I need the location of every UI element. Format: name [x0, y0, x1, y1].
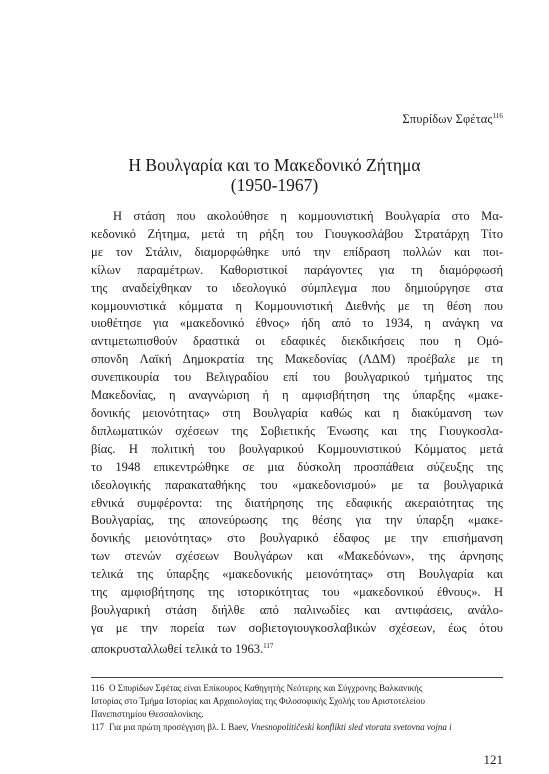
footnote-number: 117 [91, 721, 105, 732]
body-line: των στενών σχέσεων Βουλγάρων και «Μακεδόνων», της άρνησης [91, 549, 503, 564]
body-line: αντιμετωπισθούν δραστικά οι εδαφικές διεκδικήσεις που η Ομό- [91, 334, 503, 349]
body-line: εθνικά συμφέροντα: της διατήρησης της εδαφικής ακεραιότητας της [91, 495, 503, 510]
body-line-last [91, 638, 503, 659]
body-line: Η στάση που ακολούθησε η κομμουνιστική Βουλγαρία στο Μα- [113, 209, 503, 223]
body-line: κίλων παραμέτρων. Καθοριστικοί παράγοντες για τη διαμόρφωσή [91, 262, 503, 277]
chapter-title: Η Βουλγαρία και το Μακεδονικό Ζήτημα [128, 155, 421, 175]
footnote-117 [91, 721, 503, 734]
body-line: υιοθέτησε για «μακεδονικό έθνος» ήδη από το 1934, η ανάγκη να [91, 316, 503, 331]
footnote-116 [91, 682, 503, 695]
page-number: 121 [483, 752, 503, 767]
footnote-text: Ο Σπυρίδων Σφέτας είναι Επίκουρος Καθηγητής Νεότερης και Σύγχρονης Βαλκανικής [109, 683, 423, 693]
body-line: το 1948 επικεντρώθηκε σε μια δύσκολη προσπάθεια σύζευξης της [91, 459, 503, 474]
body-line: διπλωματικών σχέσεων της Σοβιετικής Ένωσης και της Γιουγκοσλα- [91, 423, 503, 438]
body-line: δονικής μειονότητας» στο βουλγαρικό έδαφος με την επισήμανση [91, 531, 503, 546]
footnote-116-cont: Ιστορίας στο Τμήμα Ιστορίας και Αρχαιολογίας της Φιλοσοφικής Σχολής του Αριστοτελείου [91, 695, 425, 706]
body-line: σπονδη Λαϊκή Δημοκρατία της Μακεδονίας (ΛΔΜ) προέβαλε με τη [91, 352, 503, 367]
footnote-book-title: Vnesnopolitičeski konflikti sled vtorata svetovna vojna i [250, 721, 452, 732]
body-line: Βουλγαρίας, της απονεύρωσης της θέσης για την ύπαρξη «μακε- [91, 513, 503, 528]
footnotes [91, 682, 503, 734]
body-line-last-text: αποκρυσταλλωθεί τελικά το 1963. [91, 641, 264, 656]
author-footnote-ref: 116 [492, 112, 503, 120]
footnote-number: 116 [91, 683, 105, 693]
chapter-title-years: (1950-1967) [230, 175, 319, 195]
body-line: δονικής μειονότητας» στη Βουλγαρία καθώς και η διακύμανση των [91, 405, 503, 420]
body-line: τελικά της ύπαρξης «μακεδονικής μειονότητας» στη Βουλγαρία και [91, 567, 503, 582]
body-line: συνεπικουρία του Βελιγραδίου επί του βουλγαρικού τμήματος της [91, 370, 503, 385]
body-line: γα με την πορεία των σοβιετογιουγκοσλαβικών σχέσεων, έως ότου [91, 620, 503, 635]
body-line: κεδονικό Ζήτημα, μετά τη ρήξη του Γιουγκοσλάβου Στρατάρχη Τίτο [91, 226, 503, 241]
body-line: της αναδείχθηκαν το ιδεολογικό σύμπλεγμα που δημιούργησε στα [91, 280, 503, 295]
body-line: βίας. Η πολιτική του βουλγαρικού Κομμουνιστικού Κόμματος μετά [91, 441, 503, 456]
body-line: Μακεδονίας, η αναγνώριση ή η αμφισβήτηση της ύπαρξης «μακε- [91, 388, 503, 403]
body-line: με τον Στάλιν, διαμορφώθηκε υπό την επίδραση πολλών και ποι- [91, 244, 503, 259]
footnote-116-cont: Πανεπιστημίου Θεσσαλονίκης. [91, 708, 204, 719]
author-name-text: Σπυρίδων Σφέτας [402, 112, 493, 126]
footnote-divider [91, 677, 503, 678]
body-line: ιδεολογικής παρακαταθήκης του «μακεδονισμού» με τα βουλγαρικά [91, 477, 503, 492]
footnote-text: Για μια πρώτη προσέγγιση βλ. I. Baev, [109, 721, 251, 732]
body-line: βουλγαρική στάση διήλθε από παλινωδίες και αντιφάσεις, ανάλο- [91, 602, 503, 617]
body-line: της αμφισβήτησης της ιστορικότητας του «μακεδονικού έθνους». Η [91, 585, 503, 600]
body-text [91, 208, 503, 659]
footnote-ref-117: 117 [263, 641, 274, 650]
author-name [402, 112, 503, 127]
body-line: κομμουνιστικά κόμματα η Κομμουνιστική Διεθνής με τη θέση που [91, 298, 503, 313]
